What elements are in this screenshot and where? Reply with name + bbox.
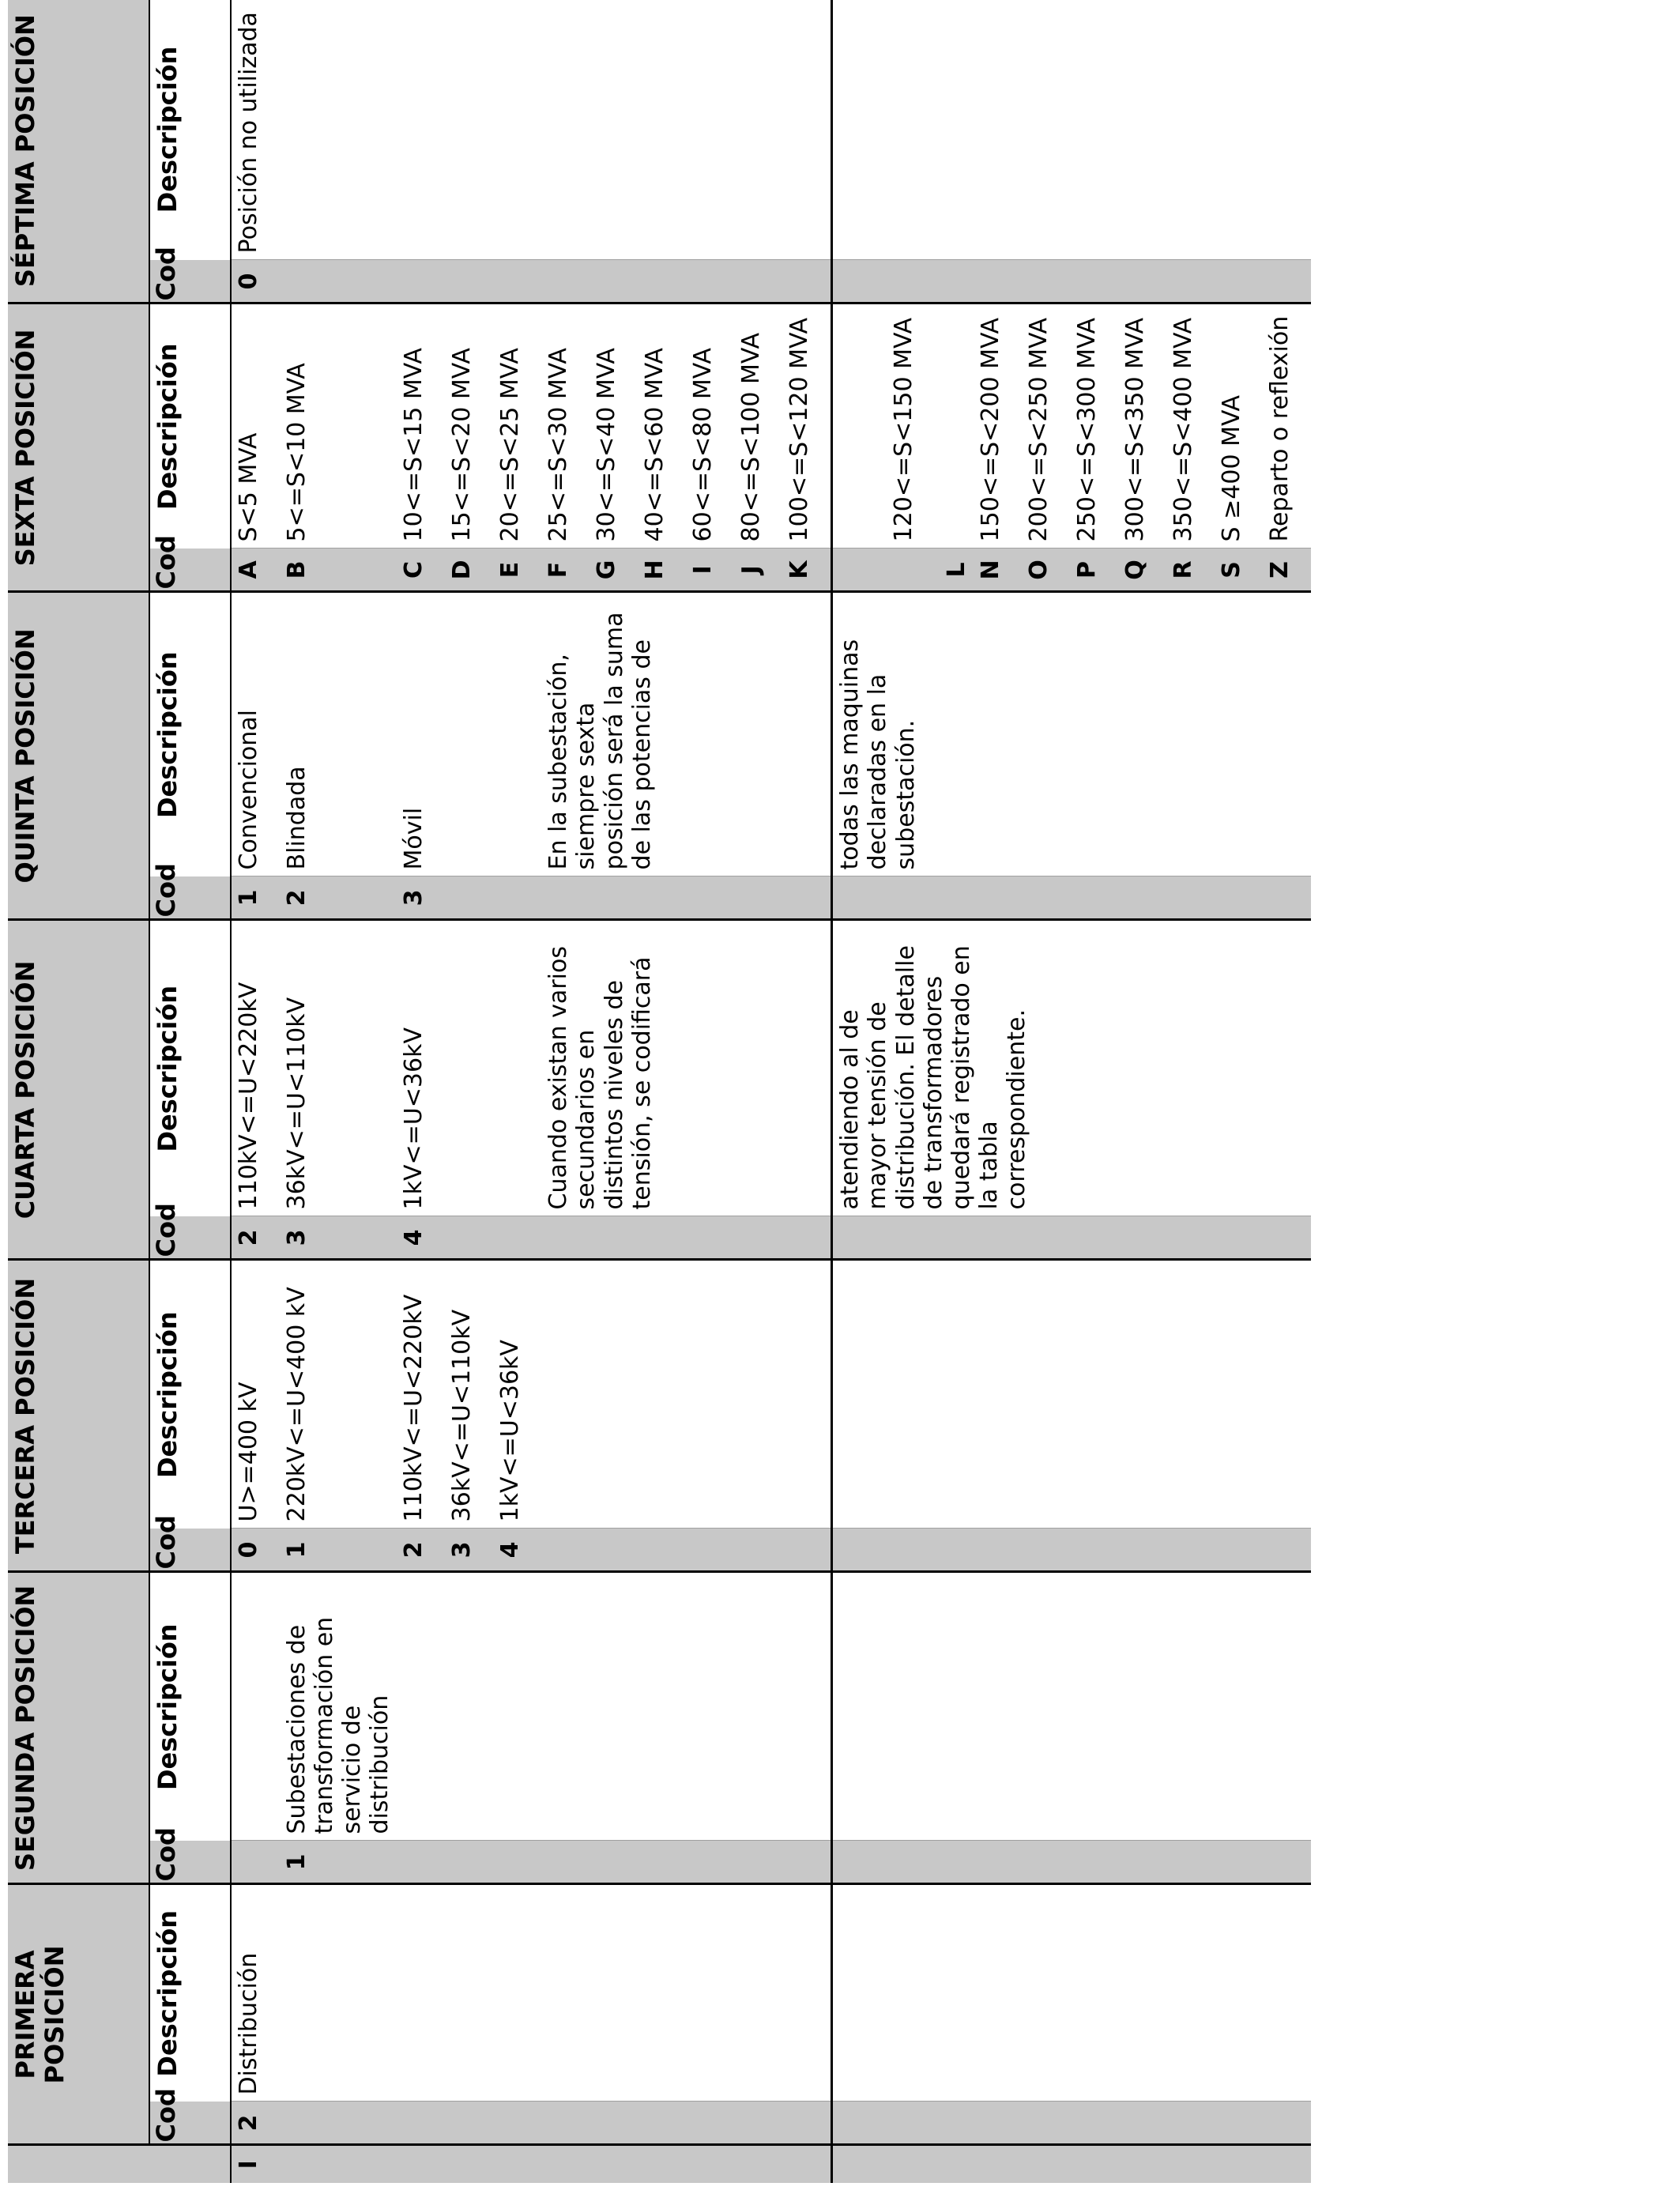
table-row — [493, 0, 541, 2183]
header-quinta: QUINTA POSICIÓN — [8, 592, 149, 920]
septima-desc: Posición no utilizada — [235, 12, 262, 254]
header-septima: SÉPTIMA POSICIÓN — [8, 0, 149, 303]
tercera-code: 3 — [445, 1529, 493, 1572]
sexta-desc: 60<=S<80 MVA — [689, 348, 718, 542]
sexta-desc: S<5 MVA — [235, 432, 262, 542]
septima-code: 0 — [231, 260, 280, 303]
sexta-desc: 250<=S<300 MVA — [1073, 317, 1102, 542]
quinta-note-2: todas las maquinas declaradas en la subestación. — [836, 639, 920, 870]
quinta-code: 3 — [397, 876, 445, 920]
quinta-code: 1 — [231, 876, 280, 920]
sexta-code: F — [541, 548, 590, 592]
tercera-desc: 220kV<=U<400 kV — [283, 1287, 311, 1522]
sexta-desc: 30<=S<40 MVA — [593, 348, 621, 542]
desc-header: Descripción — [149, 1884, 231, 2102]
table-row — [231, 0, 280, 2183]
header-segunda: SEGUNDA POSICIÓN — [8, 1572, 149, 1884]
quinta-desc: Blindada — [283, 766, 311, 870]
cod-header: Cod — [149, 260, 231, 303]
cuarta-desc: 36kV<=U<110kV — [283, 997, 311, 1210]
cuarta-desc: 110kV<=U<220kV — [235, 982, 262, 1210]
sexta-desc: 350<=S<400 MVA — [1170, 317, 1198, 542]
tercera-code: 1 — [280, 1529, 397, 1572]
cuarta-note-1: Cuando existan varios secundarios en distintos niveles de tensión, se codificará — [544, 946, 656, 1210]
header-primera: PRIMERA POSICIÓN — [8, 1884, 149, 2145]
sexta-desc: 120<=S<150 MVA — [889, 317, 917, 542]
sexta-code: R — [1166, 548, 1215, 592]
tercera-code: 0 — [231, 1529, 280, 1572]
quinta-code: 2 — [280, 876, 397, 920]
cuarta-code: 2 — [231, 1216, 280, 1260]
desc-header: Descripción — [149, 303, 231, 548]
table-row — [397, 0, 445, 2183]
sexta-desc: 200<=S<250 MVA — [1025, 317, 1053, 542]
position-codes-table — [8, 0, 1311, 2183]
table-row — [832, 0, 974, 2183]
tercera-desc: 36kV<=U<110kV — [448, 1309, 477, 1522]
cod-header: Cod — [149, 1216, 231, 1260]
sexta-desc: 80<=S<100 MVA — [737, 333, 766, 542]
sexta-desc: 100<=S<120 MVA — [785, 317, 814, 542]
desc-header: Descripción — [149, 0, 231, 260]
sexta-code: G — [590, 548, 638, 592]
table-row — [445, 0, 493, 2183]
quinta-desc: Convencional — [235, 709, 262, 870]
quinta-desc: Móvil — [400, 807, 428, 870]
tercera-desc: U>=400 kV — [235, 1382, 262, 1522]
cod-header: Cod — [149, 1529, 231, 1572]
sexta-code: Z — [1263, 548, 1311, 592]
header-tercera: TERCERA POSICIÓN — [8, 1260, 149, 1572]
segunda-code: 1 — [280, 1841, 397, 1884]
sexta-desc: Reparto o reflexión — [1266, 315, 1294, 542]
sexta-desc: 20<=S<25 MVA — [496, 348, 525, 542]
sexta-code: Q — [1118, 548, 1166, 592]
position-header-row — [8, 0, 149, 2183]
sexta-desc: 300<=S<350 MVA — [1121, 317, 1150, 542]
sexta-desc: 5<=S<10 MVA — [283, 363, 311, 542]
desc-header: Descripción — [149, 1260, 231, 1529]
table-row — [280, 0, 397, 2183]
sexta-code: D — [445, 548, 493, 592]
quinta-note-1: En la subestación, siempre sexta posición será la suma de las potencias de — [544, 612, 656, 870]
sexta-code: P — [1070, 548, 1118, 592]
sexta-code: A — [231, 548, 280, 592]
sexta-code: E — [493, 548, 541, 592]
sexta-desc: 15<=S<20 MVA — [448, 348, 477, 542]
segunda-code — [231, 1841, 280, 1884]
sexta-code: S — [1215, 548, 1263, 592]
header-cuarta: CUARTA POSICIÓN — [8, 920, 149, 1260]
sexta-desc: 25<=S<30 MVA — [544, 348, 573, 542]
sexta-code: H — [638, 548, 686, 592]
segunda-desc: Subestaciones de transformación en servicio de distribución — [283, 1616, 394, 1834]
sexta-code: B — [280, 548, 397, 592]
sexta-code: N — [974, 548, 1022, 592]
tercera-code: 2 — [397, 1529, 445, 1572]
primera-desc: Distribución — [235, 1952, 262, 2095]
cuarta-code: 3 — [280, 1216, 397, 1260]
indicator-header-cell — [8, 2145, 231, 2183]
sexta-desc: 40<=S<60 MVA — [641, 348, 669, 542]
sexta-code: L — [832, 548, 974, 592]
cuarta-desc: 1kV<=U<36kV — [400, 1027, 428, 1210]
primera-code: 2 — [231, 2102, 280, 2145]
tercera-desc: 1kV<=U<36kV — [496, 1340, 525, 1522]
cod-header: Cod — [149, 1841, 231, 1884]
segunda-desc — [231, 1572, 280, 1841]
table-row — [541, 0, 590, 2183]
indicator-code: I — [231, 2145, 280, 2183]
cuarta-code: 4 — [397, 1216, 445, 1260]
cuarta-note-2: atendiendo al de mayor tensión de distribución. El detalle de transformadores quedará registrado en la tabla correspondiente. — [836, 945, 1030, 1210]
tercera-code: 4 — [493, 1529, 541, 1572]
desc-header: Descripción — [149, 592, 231, 876]
sexta-code: K — [782, 548, 832, 592]
sexta-code: O — [1022, 548, 1070, 592]
header-sexta: SEXTA POSICIÓN — [8, 303, 149, 592]
tercera-desc: 110kV<=U<220kV — [400, 1294, 428, 1522]
sexta-code: I — [686, 548, 734, 592]
sexta-desc: 10<=S<15 MVA — [400, 348, 428, 542]
cod-header: Cod — [149, 876, 231, 920]
desc-header: Descripción — [149, 1572, 231, 1841]
cod-header: Cod — [149, 2102, 231, 2145]
sexta-desc: 150<=S<200 MVA — [977, 317, 1005, 542]
sexta-code: J — [734, 548, 782, 592]
sexta-desc: S ≥400 MVA — [1218, 394, 1246, 542]
column-header-row — [149, 0, 231, 2183]
cod-header: Cod — [149, 548, 231, 592]
sexta-code: C — [397, 548, 445, 592]
desc-header: Descripción — [149, 920, 231, 1216]
